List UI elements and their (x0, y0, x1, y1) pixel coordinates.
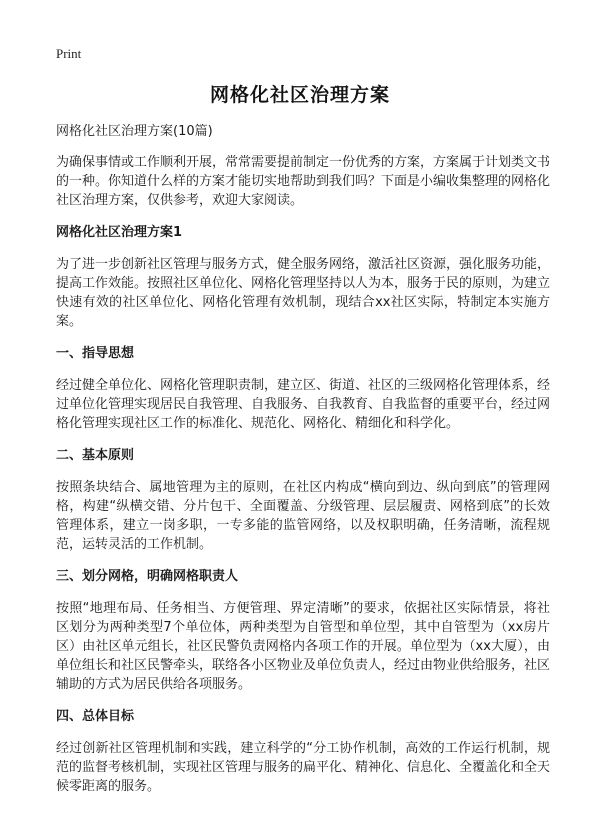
section-paragraph-basic-principles: 按照条块结合、属地管理为主的原则，在社区内构成“横向到边、纵向到底”的管理网格，构建“纵横交错、分片包干、全面覆盖、分级管理、层层履责、网格到底”的长效管理体系，建立一岗多职，一专多能的监管网络，以及权职明确，任务清晰，流程规范，运转灵活的工作机制。 (56, 480, 550, 552)
plan-paragraph: 为了进一步创新社区管理与服务方式，健全服务网络，激活社区资源，强化服务功能，提高工作效能。按照社区单位化、网格化管理坚持以人为本，服务于民的原则，为建立快速有效的社区单位化、网格化管理有效机制，现结合xx社区实际，特制定本实施方案。 (56, 257, 551, 329)
section-heading-grid-division: 三、划分网格，明确网格职责人 (56, 569, 239, 584)
section-paragraph-grid-division: 按照“地理布局、任务相当、方便管理、界定清晰”的要求，依据社区实际情景，将社区划分为两种类型7个单位体，两种类型为自管型和单位型，其中自管型为（xx房片区）由社区单元组长，社区民警负责网格内各项工作的开展。单位型为（xx大厦），由单位组长和社区民警牵头，联络各小区物业及单位负责人，经过由物业供给服务，社区辅助的方式为居民供给各项服务。 (56, 601, 551, 692)
print-label: Print (56, 46, 82, 61)
plan-heading: 网格化社区治理方案1 (56, 225, 183, 240)
section-paragraph-guiding-ideology: 经过健全单位化、网格化管理职责制，建立区、街道、社区的三级网格化管理体系，经过单位化管理实现居民自我管理、自我服务、自我教育、自我监督的重要平台，经过网格化管理实现社区工作的标准化、规范化、网格化、精细化和科学化。 (56, 378, 551, 431)
document-body (56, 122, 550, 809)
intro-subtitle: 网格化社区治理方案(10篇) (56, 124, 213, 139)
intro-paragraph: 为确保事情或工作顺利开展，常常需要提前制定一份优秀的方案，方案属于计划类文书的一种。你知道什么样的方案才能切实地帮助到我们吗？下面是小编收集整理的网格化社区治理方案，仅供参考，欢迎大家阅读。 (56, 155, 551, 208)
section-heading-overall-goal: 四、总体目标 (56, 709, 135, 724)
page-title: 网格化社区治理方案 (209, 84, 390, 106)
section-heading-basic-principles: 二、基本原则 (56, 448, 135, 463)
section-heading-guiding-ideology: 一、指导思想 (56, 346, 135, 361)
section-paragraph-overall-goal: 经过创新社区管理机制和实践，建立科学的“分工协作机制，高效的工作运行机制，规范的监督考核机制，实现社区管理与服务的扁平化、精神化、信息化、全覆盖化和全天候零距离的服务。 (56, 741, 551, 794)
